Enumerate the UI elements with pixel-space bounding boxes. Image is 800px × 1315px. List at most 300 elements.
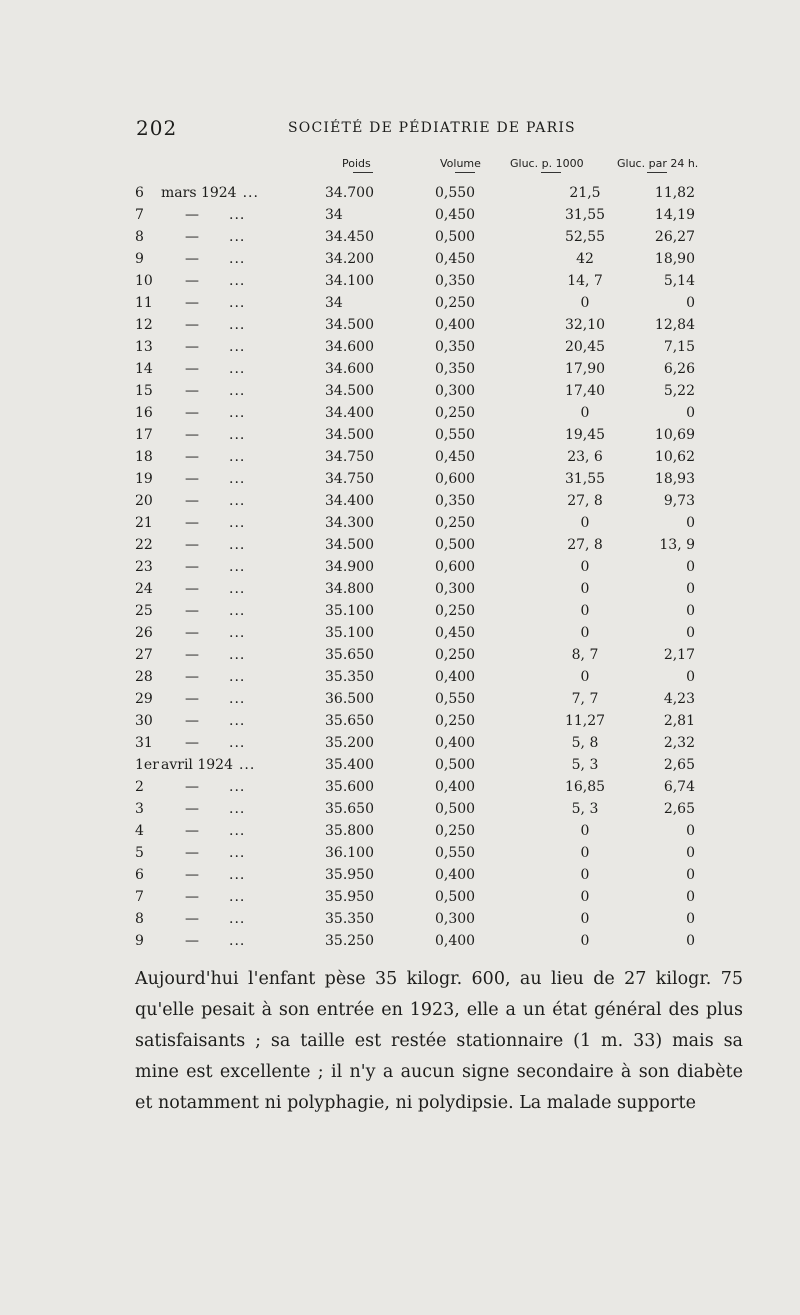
gluc-p1000-cell: 5, 8 [571,735,599,751]
leader-dots: ... [238,757,256,773]
day-number: 11 [135,295,153,311]
day-number: 26 [135,625,153,641]
volume-cell: 0,450 [435,625,476,641]
leader-dots: ... [229,471,246,487]
ditto-mark: — [185,317,199,333]
date-cell [135,534,325,556]
poids-cell: 34.500 [325,317,374,333]
volume-cell: 0,250 [435,713,476,729]
date-cell [135,886,325,908]
ditto-mark: — [185,537,199,553]
poids-cell: 34 [325,207,343,223]
gluc-p1000-cell: 0 [580,933,590,949]
volume-cell: 0,250 [435,295,476,311]
day-number: 5 [135,845,144,861]
volume-cell: 0,400 [435,933,476,949]
ditto-mark: — [185,229,199,245]
volume-cell: 0,500 [435,757,476,773]
ditto-mark: — [185,471,199,487]
table-row [135,864,695,886]
gluc-p1000-cell: 31,55 [564,207,606,223]
day-number: 10 [135,273,153,289]
gluc-24h-cell: 11,82 [654,185,695,201]
day-number: 7 [135,889,144,905]
gluc-p1000-cell: 0 [580,669,590,685]
leader-dots: ... [229,713,246,729]
gluc-p1000-cell: 52,55 [564,229,606,245]
poids-cell: 35.350 [325,911,374,927]
gluc-24h-cell: 6,26 [663,361,695,377]
leader-dots: ... [229,449,246,465]
gluc-p1000-cell: 17,90 [564,361,606,377]
leader-dots: ... [229,669,246,685]
gluc-p1000-cell: 17,40 [564,383,606,399]
date-cell [135,226,325,248]
volume-cell: 0,500 [435,229,476,245]
gluc-p1000-cell: 5, 3 [571,757,599,773]
day-number: 4 [135,823,144,839]
leader-dots: ... [229,911,246,927]
gluc-24h-cell: 0 [686,845,695,861]
date-cell [135,490,325,512]
volume-cell: 0,350 [435,493,476,509]
poids-cell: 34.750 [325,449,374,465]
day-number: 21 [135,515,153,531]
table-row [135,358,695,380]
column-header-rule [647,172,667,173]
column-header-poids: Poids [342,157,371,170]
table-row [135,710,695,732]
poids-cell: 34 [325,295,343,311]
gluc-p1000-cell: 0 [580,625,590,641]
table-row [135,754,695,776]
date-cell [135,314,325,336]
date-cell [135,446,325,468]
gluc-24h-cell: 14,19 [654,207,695,223]
gluc-24h-cell: 9,73 [663,493,695,509]
day-number: 6 [135,185,144,201]
date-cell [135,754,325,776]
table-row [135,600,695,622]
gluc-p1000-cell: 0 [580,295,590,311]
gluc-p1000-cell: 16,85 [564,779,606,795]
gluc-24h-cell: 26,27 [654,229,695,245]
leader-dots: ... [229,691,246,707]
volume-cell: 0,250 [435,823,476,839]
gluc-p1000-cell: 0 [580,867,590,883]
column-header-volume: Volume [440,157,481,170]
ditto-mark: — [185,515,199,531]
poids-cell: 34.900 [325,559,374,575]
leader-dots: ... [229,625,246,641]
date-cell [135,578,325,600]
table-row [135,820,695,842]
body-paragraph [135,964,743,1119]
gluc-p1000-cell: 31,55 [564,471,606,487]
date-cell [135,908,325,930]
poids-cell: 34.450 [325,229,374,245]
volume-cell: 0,600 [435,559,476,575]
gluc-p1000-cell: 23, 6 [567,449,603,465]
poids-cell: 35.400 [325,757,374,773]
gluc-24h-cell: 10,69 [654,427,695,443]
date-cell [135,798,325,820]
ditto-mark: — [185,427,199,443]
volume-cell: 0,250 [435,515,476,531]
ditto-mark: — [185,493,199,509]
gluc-p1000-cell: 0 [580,515,590,531]
gluc-p1000-cell: 0 [580,581,590,597]
leader-dots: ... [229,889,246,905]
table-row [135,886,695,908]
table-row [135,424,695,446]
poids-cell: 34.100 [325,273,374,289]
column-header-rule [455,172,475,173]
date-cell [135,820,325,842]
date-cell [135,336,325,358]
poids-cell: 35.650 [325,713,374,729]
poids-cell: 35.350 [325,669,374,685]
poids-cell: 35.650 [325,801,374,817]
day-number: 8 [135,911,144,927]
ditto-mark: — [185,845,199,861]
date-cell [135,380,325,402]
poids-cell: 35.800 [325,823,374,839]
volume-cell: 0,300 [435,581,476,597]
volume-cell: 0,350 [435,361,476,377]
gluc-p1000-cell: 5, 3 [571,801,599,817]
page-number: 202 [136,116,178,140]
leader-dots: ... [229,493,246,509]
date-cell [135,666,325,688]
table-row [135,402,695,424]
date-cell [135,732,325,754]
ditto-mark: — [185,603,199,619]
day-number: 22 [135,537,153,553]
day-number: 19 [135,471,153,487]
gluc-p1000-cell: 27, 8 [567,537,603,553]
ditto-mark: — [185,779,199,795]
poids-cell: 34.500 [325,383,374,399]
leader-dots: ... [229,559,246,575]
leader-dots: ... [229,933,246,949]
table-row [135,380,695,402]
poids-cell: 35.250 [325,933,374,949]
ditto-mark: — [185,449,199,465]
poids-cell: 34.500 [325,537,374,553]
ditto-mark: — [185,889,199,905]
leader-dots: ... [229,317,246,333]
day-number: 27 [135,647,153,663]
day-number: 20 [135,493,153,509]
gluc-p1000-cell: 14, 7 [567,273,603,289]
day-number: 29 [135,691,153,707]
gluc-24h-cell: 7,15 [663,339,695,355]
poids-cell: 34.800 [325,581,374,597]
day-number: 23 [135,559,153,575]
column-header-gluc-p1000: Gluc. p. 1000 [510,157,584,170]
leader-dots: ... [229,405,246,421]
table-row [135,798,695,820]
poids-cell: 34.200 [325,251,374,267]
table-row [135,490,695,512]
date-cell [135,622,325,644]
gluc-24h-cell: 2,81 [663,713,695,729]
gluc-p1000-cell: 32,10 [564,317,606,333]
ditto-mark: — [185,207,199,223]
leader-dots: ... [229,339,246,355]
gluc-24h-cell: 2,65 [663,757,695,773]
gluc-24h-cell: 6,74 [663,779,695,795]
ditto-mark: — [185,361,199,377]
leader-dots: ... [229,207,246,223]
day-number: 28 [135,669,153,685]
leader-dots: ... [229,647,246,663]
day-number: 24 [135,581,153,597]
ditto-mark: — [185,691,199,707]
leader-dots: ... [229,603,246,619]
gluc-p1000-cell: 27, 8 [567,493,603,509]
table-row [135,842,695,864]
gluc-24h-cell: 2,32 [663,735,695,751]
poids-cell: 36.100 [325,845,374,861]
poids-cell: 35.950 [325,867,374,883]
volume-cell: 0,350 [435,273,476,289]
gluc-24h-cell: 4,23 [663,691,695,707]
gluc-p1000-cell: 21,5 [569,185,601,201]
table-row [135,930,695,952]
leader-dots: ... [229,273,246,289]
volume-cell: 0,250 [435,405,476,421]
leader-dots: ... [229,229,246,245]
date-cell [135,688,325,710]
table-row [135,182,695,204]
volume-cell: 0,600 [435,471,476,487]
date-cell [135,182,325,204]
day-number: 16 [135,405,153,421]
volume-cell: 0,550 [435,691,476,707]
ditto-mark: — [185,911,199,927]
table-row [135,556,695,578]
poids-cell: 34.700 [325,185,374,201]
day-number: 9 [135,933,144,949]
month-label: avril 1924 [161,757,233,773]
volume-cell: 0,300 [435,911,476,927]
table-row [135,578,695,600]
gluc-p1000-cell: 0 [580,845,590,861]
gluc-p1000-cell: 8, 7 [571,647,599,663]
gluc-p1000-cell: 0 [580,603,590,619]
gluc-24h-cell: 0 [686,559,695,575]
poids-cell: 35.100 [325,603,374,619]
gluc-24h-cell: 0 [686,889,695,905]
ditto-mark: — [185,669,199,685]
poids-cell: 35.200 [325,735,374,751]
leader-dots: ... [229,361,246,377]
date-cell [135,248,325,270]
volume-cell: 0,400 [435,317,476,333]
volume-cell: 0,500 [435,889,476,905]
date-cell [135,512,325,534]
leader-dots: ... [229,427,246,443]
day-number: 6 [135,867,144,883]
gluc-24h-cell: 0 [686,581,695,597]
table-row [135,732,695,754]
leader-dots: ... [229,295,246,311]
poids-cell: 34.300 [325,515,374,531]
poids-cell: 34.600 [325,361,374,377]
poids-cell: 34.400 [325,493,374,509]
leader-dots: ... [229,735,246,751]
day-number: 25 [135,603,153,619]
poids-cell: 35.100 [325,625,374,641]
poids-cell: 34.750 [325,471,374,487]
table-row [135,204,695,226]
poids-cell: 35.950 [325,889,374,905]
day-number: 14 [135,361,153,377]
page-header [136,116,756,140]
gluc-p1000-cell: 19,45 [564,427,606,443]
day-number: 9 [135,251,144,267]
gluc-24h-cell: 18,90 [654,251,695,267]
gluc-p1000-cell: 0 [580,823,590,839]
gluc-24h-cell: 0 [686,625,695,641]
leader-dots: ... [229,845,246,861]
leader-dots: ... [229,581,246,597]
volume-cell: 0,300 [435,383,476,399]
leader-dots: ... [229,537,246,553]
day-number: 7 [135,207,144,223]
ditto-mark: — [185,647,199,663]
column-header-rule [541,172,561,173]
ditto-mark: — [185,823,199,839]
date-cell [135,776,325,798]
day-number: 15 [135,383,153,399]
gluc-p1000-cell: 42 [576,251,594,267]
day-number: 13 [135,339,153,355]
volume-cell: 0,500 [435,537,476,553]
day-number: 17 [135,427,153,443]
leader-dots: ... [229,779,246,795]
paragraph-text: Aujourd'hui l'enfant pèse 35 kilogr. 600, au lieu de 27 kilogr. 75 qu'elle pesait à son entrée en 1923, elle a un état général des plus satisfaisants ; sa taille est restée stationnaire (1 m. 33) mais sa mine est excellente ; il n'y a aucun signe secondaire à son diabète et notamment ni polyphagie, ni polydipsie. La malade supporte [135,969,743,1113]
glucose-table [135,182,695,952]
leader-dots: ... [229,515,246,531]
table-row [135,644,695,666]
table-row [135,336,695,358]
poids-cell: 34.500 [325,427,374,443]
gluc-24h-cell: 0 [686,515,695,531]
day-number: 30 [135,713,153,729]
ditto-mark: — [185,339,199,355]
poids-cell: 34.600 [325,339,374,355]
table-row [135,666,695,688]
volume-cell: 0,450 [435,449,476,465]
day-number: 1er [135,757,159,773]
gluc-24h-cell: 12,84 [654,317,695,333]
volume-cell: 0,450 [435,251,476,267]
gluc-p1000-cell: 0 [580,559,590,575]
table-row [135,292,695,314]
table-row [135,776,695,798]
gluc-24h-cell: 0 [686,669,695,685]
date-cell [135,930,325,952]
day-number: 18 [135,449,153,465]
leader-dots: ... [229,867,246,883]
date-cell [135,864,325,886]
gluc-p1000-cell: 7, 7 [571,691,599,707]
table-row [135,534,695,556]
ditto-mark: — [185,405,199,421]
date-cell [135,270,325,292]
ditto-mark: — [185,273,199,289]
gluc-24h-cell: 5,14 [663,273,695,289]
volume-cell: 0,400 [435,867,476,883]
gluc-24h-cell: 0 [686,405,695,421]
date-cell [135,644,325,666]
gluc-24h-cell: 0 [686,867,695,883]
gluc-p1000-cell: 0 [580,911,590,927]
gluc-24h-cell: 2,65 [663,801,695,817]
gluc-p1000-cell: 11,27 [564,713,606,729]
date-cell [135,424,325,446]
table-row [135,248,695,270]
gluc-p1000-cell: 20,45 [564,339,606,355]
volume-cell: 0,450 [435,207,476,223]
leader-dots: ... [229,823,246,839]
table-row [135,512,695,534]
ditto-mark: — [185,933,199,949]
date-cell [135,710,325,732]
day-number: 12 [135,317,153,333]
gluc-24h-cell: 0 [686,823,695,839]
ditto-mark: — [185,251,199,267]
leader-dots: ... [242,185,259,201]
date-cell [135,358,325,380]
gluc-24h-cell: 10,62 [654,449,695,465]
day-number: 2 [135,779,144,795]
date-cell [135,402,325,424]
gluc-24h-cell: 5,22 [663,383,695,399]
gluc-24h-cell: 0 [686,603,695,619]
volume-cell: 0,350 [435,339,476,355]
date-cell [135,842,325,864]
table-row [135,446,695,468]
ditto-mark: — [185,559,199,575]
ditto-mark: — [185,625,199,641]
ditto-mark: — [185,713,199,729]
ditto-mark: — [185,735,199,751]
table-row [135,314,695,336]
table-row [135,270,695,292]
leader-dots: ... [229,383,246,399]
gluc-24h-cell: 13, 9 [659,537,695,553]
day-number: 8 [135,229,144,245]
volume-cell: 0,550 [435,427,476,443]
day-number: 31 [135,735,153,751]
volume-cell: 0,550 [435,185,476,201]
gluc-24h-cell: 18,93 [654,471,695,487]
table-row [135,468,695,490]
column-header-rule [353,172,373,173]
poids-cell: 34.400 [325,405,374,421]
date-cell [135,600,325,622]
date-cell [135,292,325,314]
gluc-24h-cell: 0 [686,295,695,311]
leader-dots: ... [229,251,246,267]
poids-cell: 35.650 [325,647,374,663]
ditto-mark: — [185,295,199,311]
volume-cell: 0,400 [435,735,476,751]
